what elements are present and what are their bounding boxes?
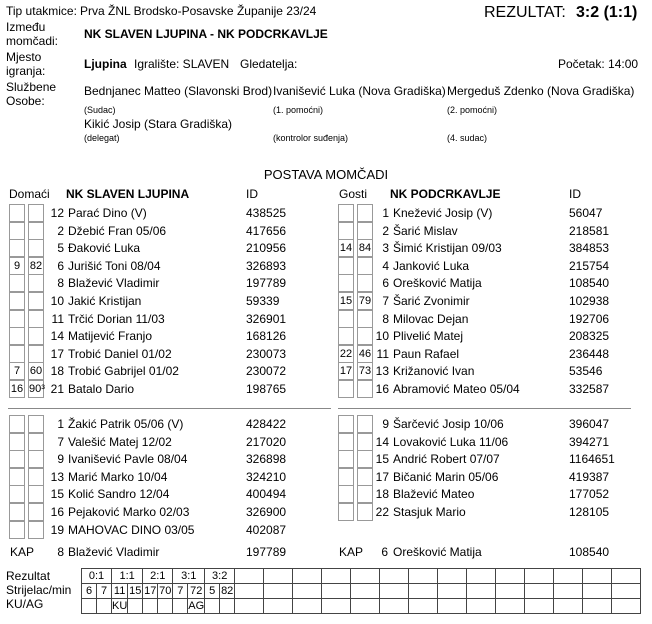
sub-minute-cell: 82 <box>28 257 44 275</box>
player-name: Pejaković Marko 02/03 <box>68 505 190 519</box>
away-divider <box>338 408 631 409</box>
home-captain-number: 8 <box>57 545 64 559</box>
summary-kuag-cell <box>128 599 143 614</box>
shirt-number: 2 <box>382 224 389 238</box>
summary-empty-cell <box>409 599 438 614</box>
teams-title: NK SLAVEN LJUPINA - NK PODCRKAVLJE <box>84 27 328 41</box>
shirt-number: 12 <box>50 206 64 220</box>
away-captain-name: Orešković Matija <box>393 545 482 559</box>
summary-empty-cell <box>583 569 612 584</box>
sub-number-cell <box>338 327 354 345</box>
summary-score-cell: 3:2 <box>205 569 235 584</box>
player-id: 215754 <box>569 259 610 273</box>
player-name: Knežević Josip (V) <box>393 206 493 220</box>
between-label-2: momčadi: <box>6 34 59 48</box>
summary-scorer-cell: 72 <box>188 584 205 599</box>
summary-kuag-cell <box>158 599 173 614</box>
away-team-name: NK PODCRKAVLJE <box>390 187 501 201</box>
shirt-number: 1 <box>382 206 389 220</box>
competition-name: Prva ŽNL Brodsko-Posavske Županije 23/24 <box>80 4 317 18</box>
shirt-number: 13 <box>375 364 389 378</box>
sub-number-cell <box>338 433 354 451</box>
player-name: Križanović Ivan <box>393 364 475 378</box>
summary-empty-cell <box>264 599 293 614</box>
shirt-number: 2 <box>57 224 64 238</box>
sub-number-cell <box>338 468 354 486</box>
summary-kuag-cell <box>220 599 235 614</box>
player-id: 108540 <box>569 276 610 290</box>
player-id: 1164651 <box>569 452 615 466</box>
player-name: Marić Marko 10/04 <box>68 470 168 484</box>
sub-number-cell <box>338 274 354 292</box>
summary-empty-cell <box>554 569 583 584</box>
player-name: Plivelić Matej <box>393 329 464 343</box>
player-name: Jakić Kristijan <box>68 294 142 308</box>
player-name: MAHOVAC DINO 03/05 <box>68 523 195 537</box>
assistant-2-name: Mergeduš Zdenko (Nova Gradiška) <box>447 84 635 98</box>
player-id: 198765 <box>246 382 287 396</box>
player-id: 56047 <box>569 206 603 220</box>
between-label-1: Između <box>6 20 46 34</box>
summary-empty-cell <box>554 599 583 614</box>
player-id: 324210 <box>246 470 287 484</box>
player-name: Orešković Matija <box>393 276 482 290</box>
sub-number-cell <box>338 222 354 240</box>
summary-empty-cell <box>322 599 351 614</box>
player-name: Valešić Matej 12/02 <box>68 435 172 449</box>
summary-empty-cell <box>322 584 351 599</box>
player-name: Šimić Kristijan 09/03 <box>393 241 502 255</box>
player-name: Šarčević Josip 10/06 <box>393 417 504 431</box>
sub-number-cell <box>9 521 25 539</box>
summary-score-cell: 1:1 <box>112 569 143 584</box>
player-name: Matijević Franjo <box>68 329 153 343</box>
summary-empty-cell <box>409 569 438 584</box>
summary-empty-cell <box>264 584 293 599</box>
shirt-number: 17 <box>50 347 64 361</box>
summary-empty-cell <box>554 584 583 599</box>
controller-role: (kontrolor suđenja) <box>273 133 349 143</box>
sub-number-cell <box>9 468 25 486</box>
player-name: Trobić Daniel 01/02 <box>68 347 172 361</box>
sub-number-cell: 14 <box>338 239 354 257</box>
player-id: 230072 <box>246 364 287 378</box>
summary-result-label: Rezultat <box>6 569 51 583</box>
summary-scorer-cell: 6 <box>82 584 97 599</box>
summary-empty-cell <box>611 584 640 599</box>
shirt-number: 18 <box>375 487 389 501</box>
assistant-1-role: (1. pomoćni) <box>273 105 324 115</box>
lineup-title: POSTAVA MOMČADI <box>263 167 389 182</box>
sub-number-cell <box>338 204 354 222</box>
summary-empty-cell <box>467 584 496 599</box>
away-captain-label: KAP <box>339 545 364 559</box>
shirt-number: 9 <box>382 417 389 431</box>
sub-number-cell <box>9 433 25 451</box>
shirt-number: 6 <box>57 259 64 273</box>
sub-number-cell: 9 <box>9 257 25 275</box>
sub-number-cell <box>9 485 25 503</box>
player-name: Blažević Vladimir <box>68 276 160 290</box>
summary-kuag-cell <box>205 599 220 614</box>
summary-empty-cell <box>351 584 380 599</box>
sub-minute-cell: 79 <box>357 292 373 310</box>
sub-minute-cell: 60 <box>28 362 44 380</box>
shirt-number: 1 <box>57 417 64 431</box>
summary-empty-cell <box>351 569 380 584</box>
officials-label-2: Osobe: <box>6 94 45 108</box>
result-value: 3:2 (1:1) <box>576 4 638 21</box>
sub-number-cell <box>338 450 354 468</box>
home-captain-id: 197789 <box>246 545 287 559</box>
player-id: 384853 <box>569 241 610 255</box>
shirt-number: 19 <box>50 523 64 537</box>
summary-empty-cell <box>380 569 409 584</box>
summary-empty-cell <box>380 584 409 599</box>
player-id: 102938 <box>569 294 610 308</box>
delegate-name: Kikić Josip (Stara Gradiška) <box>84 117 233 131</box>
summary-empty-cell <box>496 584 525 599</box>
summary-scorer-cell: 11 <box>112 584 128 599</box>
summary-empty-cell <box>611 569 640 584</box>
sub-number-cell <box>9 292 25 310</box>
player-id: 428422 <box>246 417 287 431</box>
player-name: Blažević Mateo <box>393 487 475 501</box>
player-name: Lovaković Luka 11/06 <box>393 435 509 449</box>
player-name: Bičanić Marin 05/06 <box>393 470 499 484</box>
summary-empty-cell <box>438 569 467 584</box>
sub-number-cell <box>9 204 25 222</box>
player-name: Kolić Sandro 12/04 <box>68 487 170 501</box>
player-id: 400494 <box>246 487 287 501</box>
shirt-number: 3 <box>382 241 389 255</box>
shirt-number: 7 <box>57 435 64 449</box>
match-type-label: Tip utakmice: <box>6 4 77 18</box>
player-name: Džebić Fran 05/06 <box>68 224 167 238</box>
summary-scorer-label: Strijelac/min <box>6 583 72 597</box>
summary-empty-cell <box>351 599 380 614</box>
player-name: Parać Dino (V) <box>68 206 147 220</box>
spectators-label: Gledatelja: <box>240 57 298 71</box>
sub-number-cell: 17 <box>338 362 354 380</box>
player-id: 192706 <box>569 312 610 326</box>
player-name: Andrić Robert 07/07 <box>393 452 500 466</box>
away-captain-id: 108540 <box>569 545 610 559</box>
shirt-number: 13 <box>50 470 64 484</box>
sub-number-cell <box>9 450 25 468</box>
sub-number-cell <box>9 327 25 345</box>
player-id: 217020 <box>246 435 287 449</box>
sub-number-cell <box>9 503 25 521</box>
sub-minute-cell: 84 <box>357 239 373 257</box>
player-id: 326898 <box>246 452 287 466</box>
summary-empty-cell <box>496 569 525 584</box>
summary-empty-cell <box>525 599 554 614</box>
summary-scorer-cell: 5 <box>205 584 220 599</box>
sub-number-cell <box>338 257 354 275</box>
assistant-1-name: Ivanišević Luka (Nova Gradiška) <box>273 84 446 98</box>
player-name: Đaković Luka <box>68 241 141 255</box>
sub-minute-cell: 73 <box>357 362 373 380</box>
sub-number-cell <box>9 274 25 292</box>
shirt-number: 17 <box>375 470 389 484</box>
shirt-number: 22 <box>375 505 389 519</box>
player-id: 236448 <box>569 347 610 361</box>
shirt-number: 6 <box>382 276 389 290</box>
summary-empty-cell <box>264 569 293 584</box>
place-value: Ljupina <box>84 57 127 71</box>
player-name: Janković Luka <box>393 259 470 273</box>
shirt-number: 14 <box>375 435 389 449</box>
player-name: Ivanišević Pavle 08/04 <box>68 452 188 466</box>
player-id: 230073 <box>246 347 287 361</box>
summary-empty-cell <box>235 584 264 599</box>
summary-scorer-cell: 7 <box>173 584 188 599</box>
player-id: 218581 <box>569 224 610 238</box>
player-id: 396047 <box>569 417 610 431</box>
summary-kuag-cell <box>82 599 97 614</box>
shirt-number: 14 <box>50 329 64 343</box>
player-id: 197789 <box>246 276 287 290</box>
sub-number-cell <box>9 345 25 363</box>
summary-empty-cell <box>293 584 322 599</box>
shirt-number: 9 <box>57 452 64 466</box>
shirt-number: 18 <box>50 364 64 378</box>
summary-score-cell: 0:1 <box>82 569 112 584</box>
player-id: 177052 <box>569 487 610 501</box>
summary-empty-cell <box>438 599 467 614</box>
player-name: Milovac Dejan <box>393 312 469 326</box>
delegate-role: (delegat) <box>84 133 120 143</box>
summary-empty-cell <box>525 569 554 584</box>
summary-score-cell: 3:1 <box>173 569 205 584</box>
assistant-2-role: (2. pomoćni) <box>447 105 498 115</box>
kickoff-time: Početak: 14:00 <box>558 57 639 71</box>
player-id: 128105 <box>569 505 610 519</box>
player-name: Jurišić Toni 08/04 <box>68 259 161 273</box>
summary-empty-cell <box>293 569 322 584</box>
sub-number-cell: 7 <box>9 362 25 380</box>
shirt-number: 16 <box>375 382 389 396</box>
home-team-name: NK SLAVEN LJUPINA <box>66 187 190 201</box>
shirt-number: 10 <box>50 294 64 308</box>
sub-number-cell <box>9 222 25 240</box>
summary-empty-cell <box>467 599 496 614</box>
shirt-number: 16 <box>50 505 64 519</box>
sub-number-cell <box>9 415 25 433</box>
sub-number-cell <box>338 380 354 398</box>
player-id: 208325 <box>569 329 610 343</box>
summary-empty-cell <box>583 584 612 599</box>
home-divider <box>8 408 331 409</box>
summary-kuag-cell <box>143 599 158 614</box>
away-captain-number: 6 <box>381 545 388 559</box>
summary-kuag-cell: KU <box>112 600 128 612</box>
player-id: 438525 <box>246 206 287 220</box>
summary-empty-cell <box>380 599 409 614</box>
officials-label-1: Službene <box>6 80 57 94</box>
player-id: 326901 <box>246 312 287 326</box>
summary-empty-cell <box>438 584 467 599</box>
summary-table <box>81 568 641 614</box>
fourth-official-role: (4. sudac) <box>447 133 488 143</box>
summary-kuag-cell <box>97 599 112 614</box>
player-name: Stasjuk Mario <box>393 505 466 519</box>
player-name: Trčić Dorian 11/03 <box>68 312 165 326</box>
sub-number-cell <box>9 239 25 257</box>
place-label-1: Mjesto <box>6 50 42 64</box>
result-label: REZULTAT: <box>484 4 566 21</box>
summary-empty-cell <box>583 599 612 614</box>
shirt-number: 11 <box>376 347 389 361</box>
sub-number-cell <box>338 503 354 521</box>
player-name: Batalo Dario <box>68 382 135 396</box>
player-id: 168126 <box>246 329 287 343</box>
home-side-label: Domaći <box>9 187 50 201</box>
sub-number-cell <box>338 310 354 328</box>
player-id: 417656 <box>246 224 287 238</box>
shirt-number: 5 <box>57 241 64 255</box>
summary-kuag-cell <box>173 599 188 614</box>
player-name: Žakić Patrik 05/06 (V) <box>68 417 184 431</box>
place-label-2: igranja: <box>6 64 46 78</box>
summary-empty-cell <box>322 569 351 584</box>
shirt-number: 8 <box>382 312 389 326</box>
player-id: 394271 <box>569 435 610 449</box>
home-captain-name: Blažević Vladimir <box>68 545 160 559</box>
summary-empty-cell <box>525 584 554 599</box>
summary-kuag-cell: AG <box>188 600 205 612</box>
summary-empty-cell <box>496 599 525 614</box>
summary-scorer-cell: 70 <box>159 585 172 597</box>
player-id: 59339 <box>246 294 280 308</box>
home-id-header: ID <box>246 187 258 201</box>
player-id: 326893 <box>246 259 287 273</box>
summary-empty-cell <box>467 569 496 584</box>
summary-empty-cell <box>611 599 640 614</box>
summary-empty-cell <box>235 569 264 584</box>
sub-number-cell: 15 <box>338 292 354 310</box>
player-id: 53546 <box>569 364 603 378</box>
player-name: Trobić Gabrijel 01/02 <box>68 364 179 378</box>
player-id: 210956 <box>246 241 287 255</box>
summary-empty-cell <box>409 584 438 599</box>
shirt-number: 11 <box>51 312 64 326</box>
summary-empty-cell <box>293 599 322 614</box>
sub-number-cell <box>9 310 25 328</box>
referee-name: Bednjanec Matteo (Slavonski Brod) <box>84 84 273 98</box>
shirt-number: 7 <box>382 294 389 308</box>
sub-minute-cell: 90³ <box>28 380 44 398</box>
player-name: Abramović Mateo 05/04 <box>393 382 520 396</box>
summary-score-cell: 2:1 <box>143 569 173 584</box>
shirt-number: 4 <box>382 259 389 273</box>
shirt-number: 10 <box>375 329 389 343</box>
player-name: Paun Rafael <box>393 347 460 361</box>
player-id: 326900 <box>246 505 287 519</box>
summary-scorer-cell: 17 <box>144 585 157 597</box>
sub-number-cell <box>338 485 354 503</box>
shirt-number: 15 <box>50 487 64 501</box>
sub-number-cell: 22 <box>338 345 354 363</box>
sub-minute-cell: 46 <box>357 345 373 363</box>
summary-scorer-cell: 15 <box>129 585 142 597</box>
shirt-number: 21 <box>50 382 64 396</box>
summary-scorer-cell: 82 <box>221 585 234 597</box>
player-name: Šarić Zvonimir <box>393 294 470 308</box>
stadium: Igralište: SLAVEN <box>134 57 230 71</box>
shirt-number: 15 <box>375 452 389 466</box>
player-name: Šarić Mislav <box>393 224 458 238</box>
summary-kuag-label: KU/AG <box>6 597 44 611</box>
sub-number-cell <box>338 415 354 433</box>
home-captain-label: KAP <box>10 545 35 559</box>
summary-empty-cell <box>235 599 264 614</box>
sub-number-cell: 16 <box>9 380 25 398</box>
referee-role: (Sudac) <box>84 105 116 115</box>
player-id: 332587 <box>569 382 610 396</box>
player-id: 402087 <box>246 523 287 537</box>
away-id-header: ID <box>569 187 581 201</box>
player-id: 419387 <box>569 470 610 484</box>
away-side-label: Gosti <box>339 187 368 201</box>
shirt-number: 8 <box>57 276 64 290</box>
summary-scorer-cell: 7 <box>97 584 112 599</box>
